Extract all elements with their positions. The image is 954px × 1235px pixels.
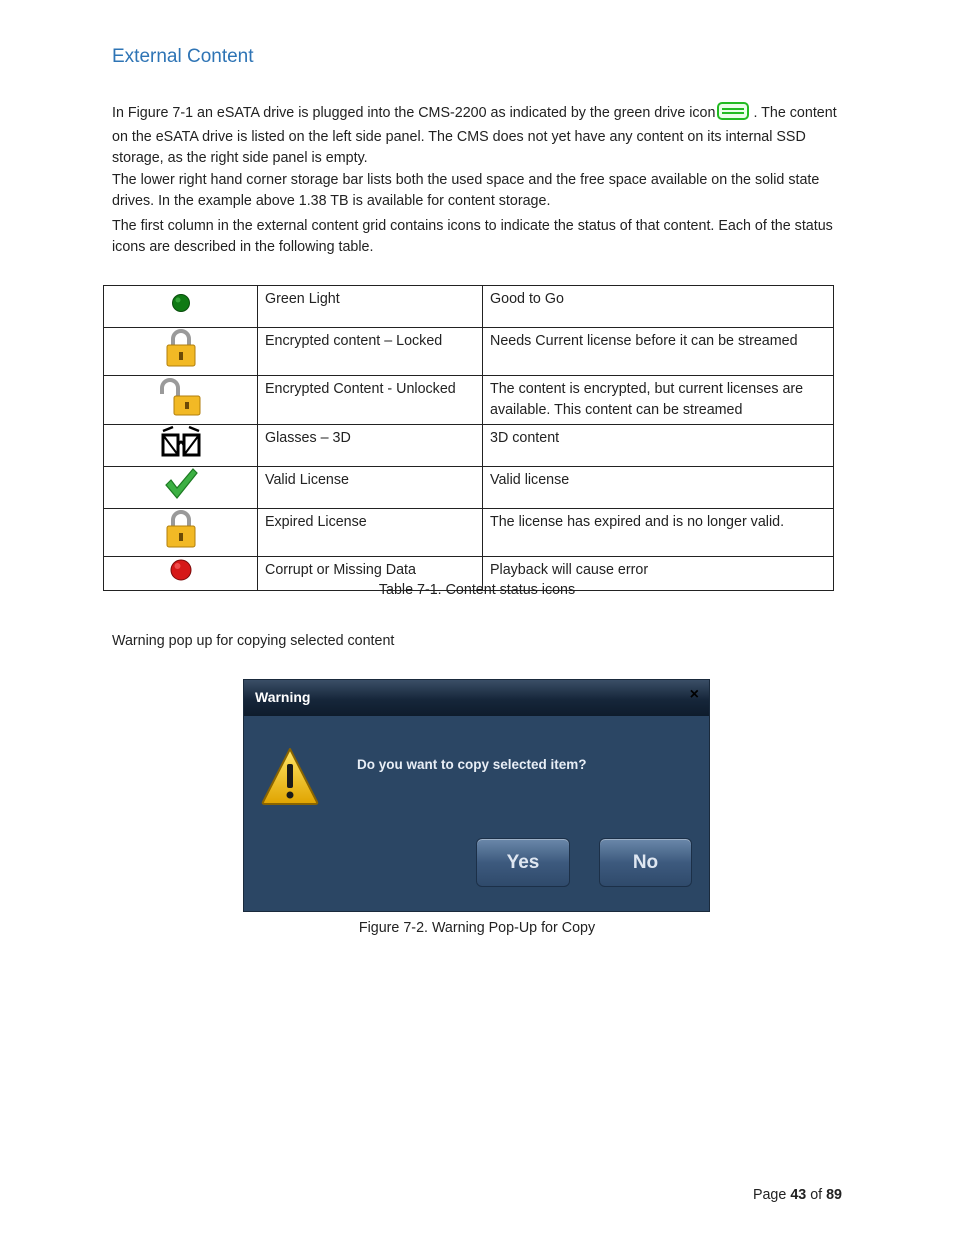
table-row	[104, 467, 834, 509]
total-pages: 89	[826, 1187, 842, 1203]
status-name: Valid License	[258, 467, 483, 509]
paragraph-status-icons: The first column in the external content grid contains icons to indicate the status of that content. Each of the status icons are described in the following table.	[112, 218, 833, 255]
lock-locked-icon	[164, 356, 198, 372]
page-number: Page 43 of 89	[752, 1187, 842, 1203]
paragraph-drive-intro	[112, 102, 847, 169]
glasses-3d-icon	[161, 447, 201, 463]
warning-icon	[260, 746, 320, 810]
table-row	[104, 376, 834, 425]
checkmark-icon	[163, 489, 199, 505]
green-light-icon	[171, 301, 191, 317]
status-description: Needs Current license before it can be streamed	[483, 328, 834, 376]
table-row	[104, 286, 834, 328]
lock-expired-icon	[164, 537, 198, 553]
lock-unlocked-icon	[158, 405, 204, 421]
status-icons-table	[103, 285, 834, 591]
yes-button[interactable]: Yes	[476, 838, 570, 887]
table-row	[104, 509, 834, 557]
status-description: Playback will cause error	[483, 557, 834, 591]
dialog-message: Do you want to copy selected item?	[357, 757, 587, 772]
no-button[interactable]: No	[599, 838, 692, 887]
status-description: The license has expired and is no longer valid.	[483, 509, 834, 557]
status-name: Encrypted content – Locked	[258, 328, 483, 376]
status-name: Green Light	[258, 286, 483, 328]
status-name: Corrupt or Missing Data	[258, 557, 483, 591]
status-description: 3D content	[483, 425, 834, 467]
close-icon[interactable]: ×	[689, 686, 699, 703]
green-drive-icon	[717, 102, 749, 127]
paragraph-text: In Figure 7-1 an eSATA drive is plugged into the CMS-2200 as indicated by the green drive icon	[112, 105, 716, 121]
table-row	[104, 328, 834, 376]
status-description: The content is encrypted, but current licenses are available. This content can be streamed	[483, 376, 834, 425]
dialog-title-bar	[244, 680, 709, 716]
status-description: Valid license	[483, 467, 834, 509]
paragraph-storage-bar: The lower right hand corner storage bar lists both the used space and the free space available on the solid state drives. In the example above 1.38 TB is available for content storage.	[112, 172, 820, 209]
warning-dialog	[243, 679, 710, 912]
status-name: Expired License	[258, 509, 483, 557]
status-name: Glasses – 3D	[258, 425, 483, 467]
figure-caption: Figure 7-2. Warning Pop-Up for Copy	[358, 920, 596, 936]
status-description: Good to Go	[483, 286, 834, 328]
table-caption: Table 7-1. Content status icons	[378, 582, 576, 598]
dialog-title: Warning	[255, 689, 311, 705]
current-page: 43	[790, 1187, 807, 1203]
section-heading: External Content	[112, 46, 254, 67]
popup-intro-text: Warning pop up for copying selected content	[112, 633, 395, 649]
status-name: Encrypted Content - Unlocked	[258, 376, 483, 425]
paragraph-text: . The content on the eSATA drive is listed on the left side panel. The CMS does not yet have any content on its internal SSD storage, as the right side panel is empty.	[112, 105, 837, 166]
table-row	[104, 425, 834, 467]
